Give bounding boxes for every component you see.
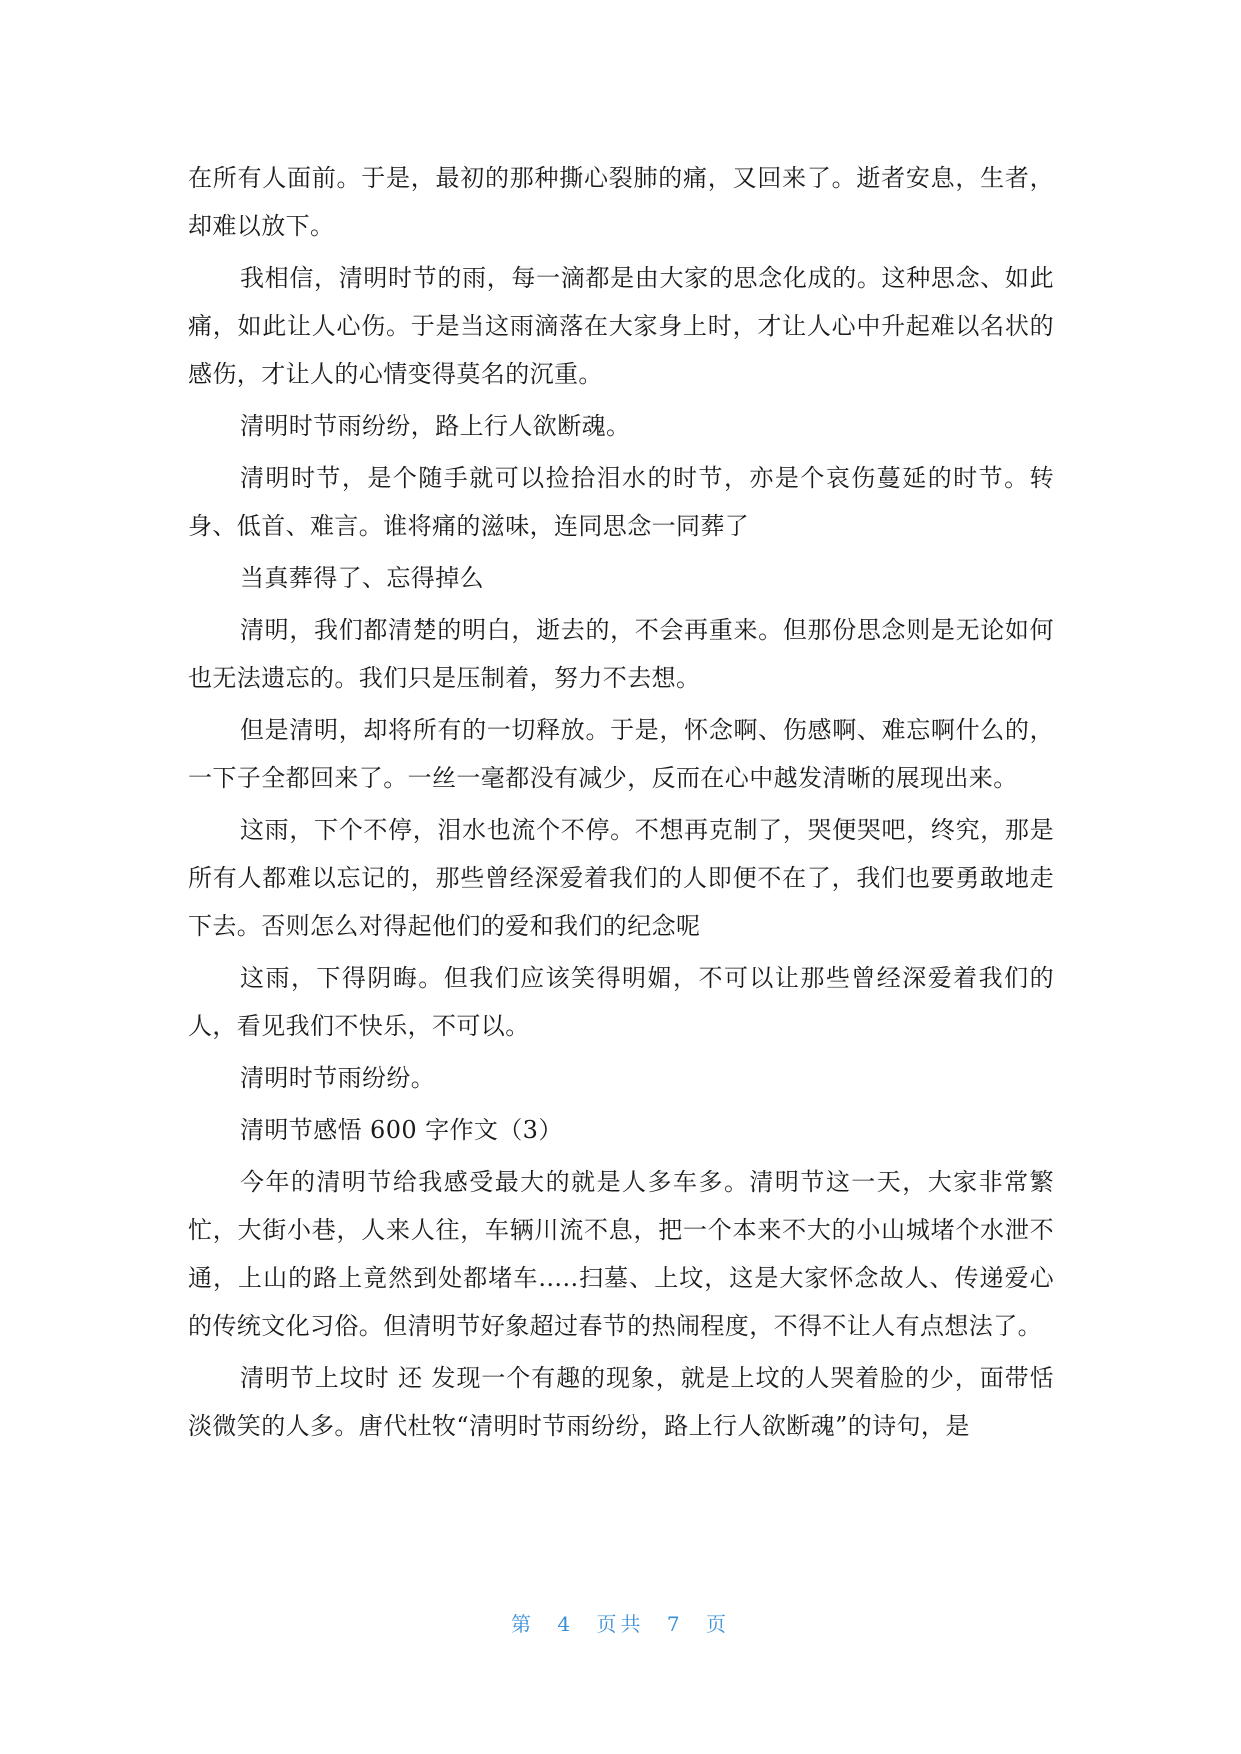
paragraph-9: 这雨，下得阴晦。但我们应该笑得明媚，不可以让那些曾经深爱着我们的人，看见我们不快乐，不可以。 bbox=[188, 964, 1054, 1040]
paragraph-1: 在所有人面前。于是，最初的那种撕心裂肺的痛，又回来了。逝者安息，生者，却难以放下。 bbox=[188, 164, 1054, 240]
paragraph-5: 当真葬得了、忘得掉么 bbox=[240, 564, 484, 592]
footer-middle: 页共 bbox=[596, 1612, 645, 1636]
paragraph-8: 这雨，下个不停，泪水也流个不停。不想再克制了，哭便哭吧，终究，那是所有人都难以忘记的，那些曾经深爱着我们的人即便不在了，我们也要勇敢地走下去。否则怎么对得起他们的爱和我们的纪念呢 bbox=[188, 816, 1054, 940]
footer-total-pages: 7 bbox=[666, 1612, 684, 1636]
paragraph-12: 今年的清明节给我感受最大的就是人多车多。清明节这一天，大家非常繁忙，大街小巷，人来人往，车辆川流不息，把一个本来不大的小山城堵个水泄不通，上山的路上竟然到处都堵车.....扫墓、上坟，这是大家怀念故人、传递爱心的传统文化习俗。但清明节好象超过春节的热闹程度，不得不让人有点想法了。 bbox=[188, 1168, 1054, 1340]
footer-prefix: 第 bbox=[511, 1612, 536, 1636]
page-footer bbox=[0, 1608, 1241, 1637]
document-body bbox=[188, 154, 1054, 1450]
footer-suffix: 页 bbox=[705, 1612, 730, 1636]
paragraph-7: 但是清明，却将所有的一切释放。于是，怀念啊、伤感啊、难忘啊什么的，一下子全都回来了。一丝一毫都没有减少，反而在心中越发清晰的展现出来。 bbox=[188, 716, 1054, 792]
paragraph-10: 清明时节雨纷纷。 bbox=[240, 1064, 436, 1092]
paragraph-3: 清明时节雨纷纷，路上行人欲断魂。 bbox=[240, 412, 631, 440]
paragraph-13: 清明节上坟时 还 发现一个有趣的现象，就是上坟的人哭着脸的少，面带恬淡微笑的人多。唐代杜牧“清明时节雨纷纷，路上行人欲断魂”的诗句，是 bbox=[188, 1364, 1054, 1440]
paragraph-6: 清明，我们都清楚的明白，逝去的，不会再重来。但那份思念则是无论如何也无法遗忘的。我们只是压制着，努力不去想。 bbox=[188, 616, 1054, 692]
paragraph-2: 我相信，清明时节的雨，每一滴都是由大家的思念化成的。这种思念、如此痛，如此让人心伤。于是当这雨滴落在大家身上时，才让人心中升起难以名状的感伤，才让人的心情变得莫名的沉重。 bbox=[188, 264, 1054, 388]
paragraph-4: 清明时节，是个随手就可以捡拾泪水的时节，亦是个哀伤蔓延的时节。转身、低首、难言。谁将痛的滋味，连同思念一同葬了 bbox=[188, 464, 1054, 540]
section-heading: 清明节感悟 600 字作文（3） bbox=[240, 1116, 563, 1144]
footer-page-number: 4 bbox=[557, 1612, 575, 1636]
